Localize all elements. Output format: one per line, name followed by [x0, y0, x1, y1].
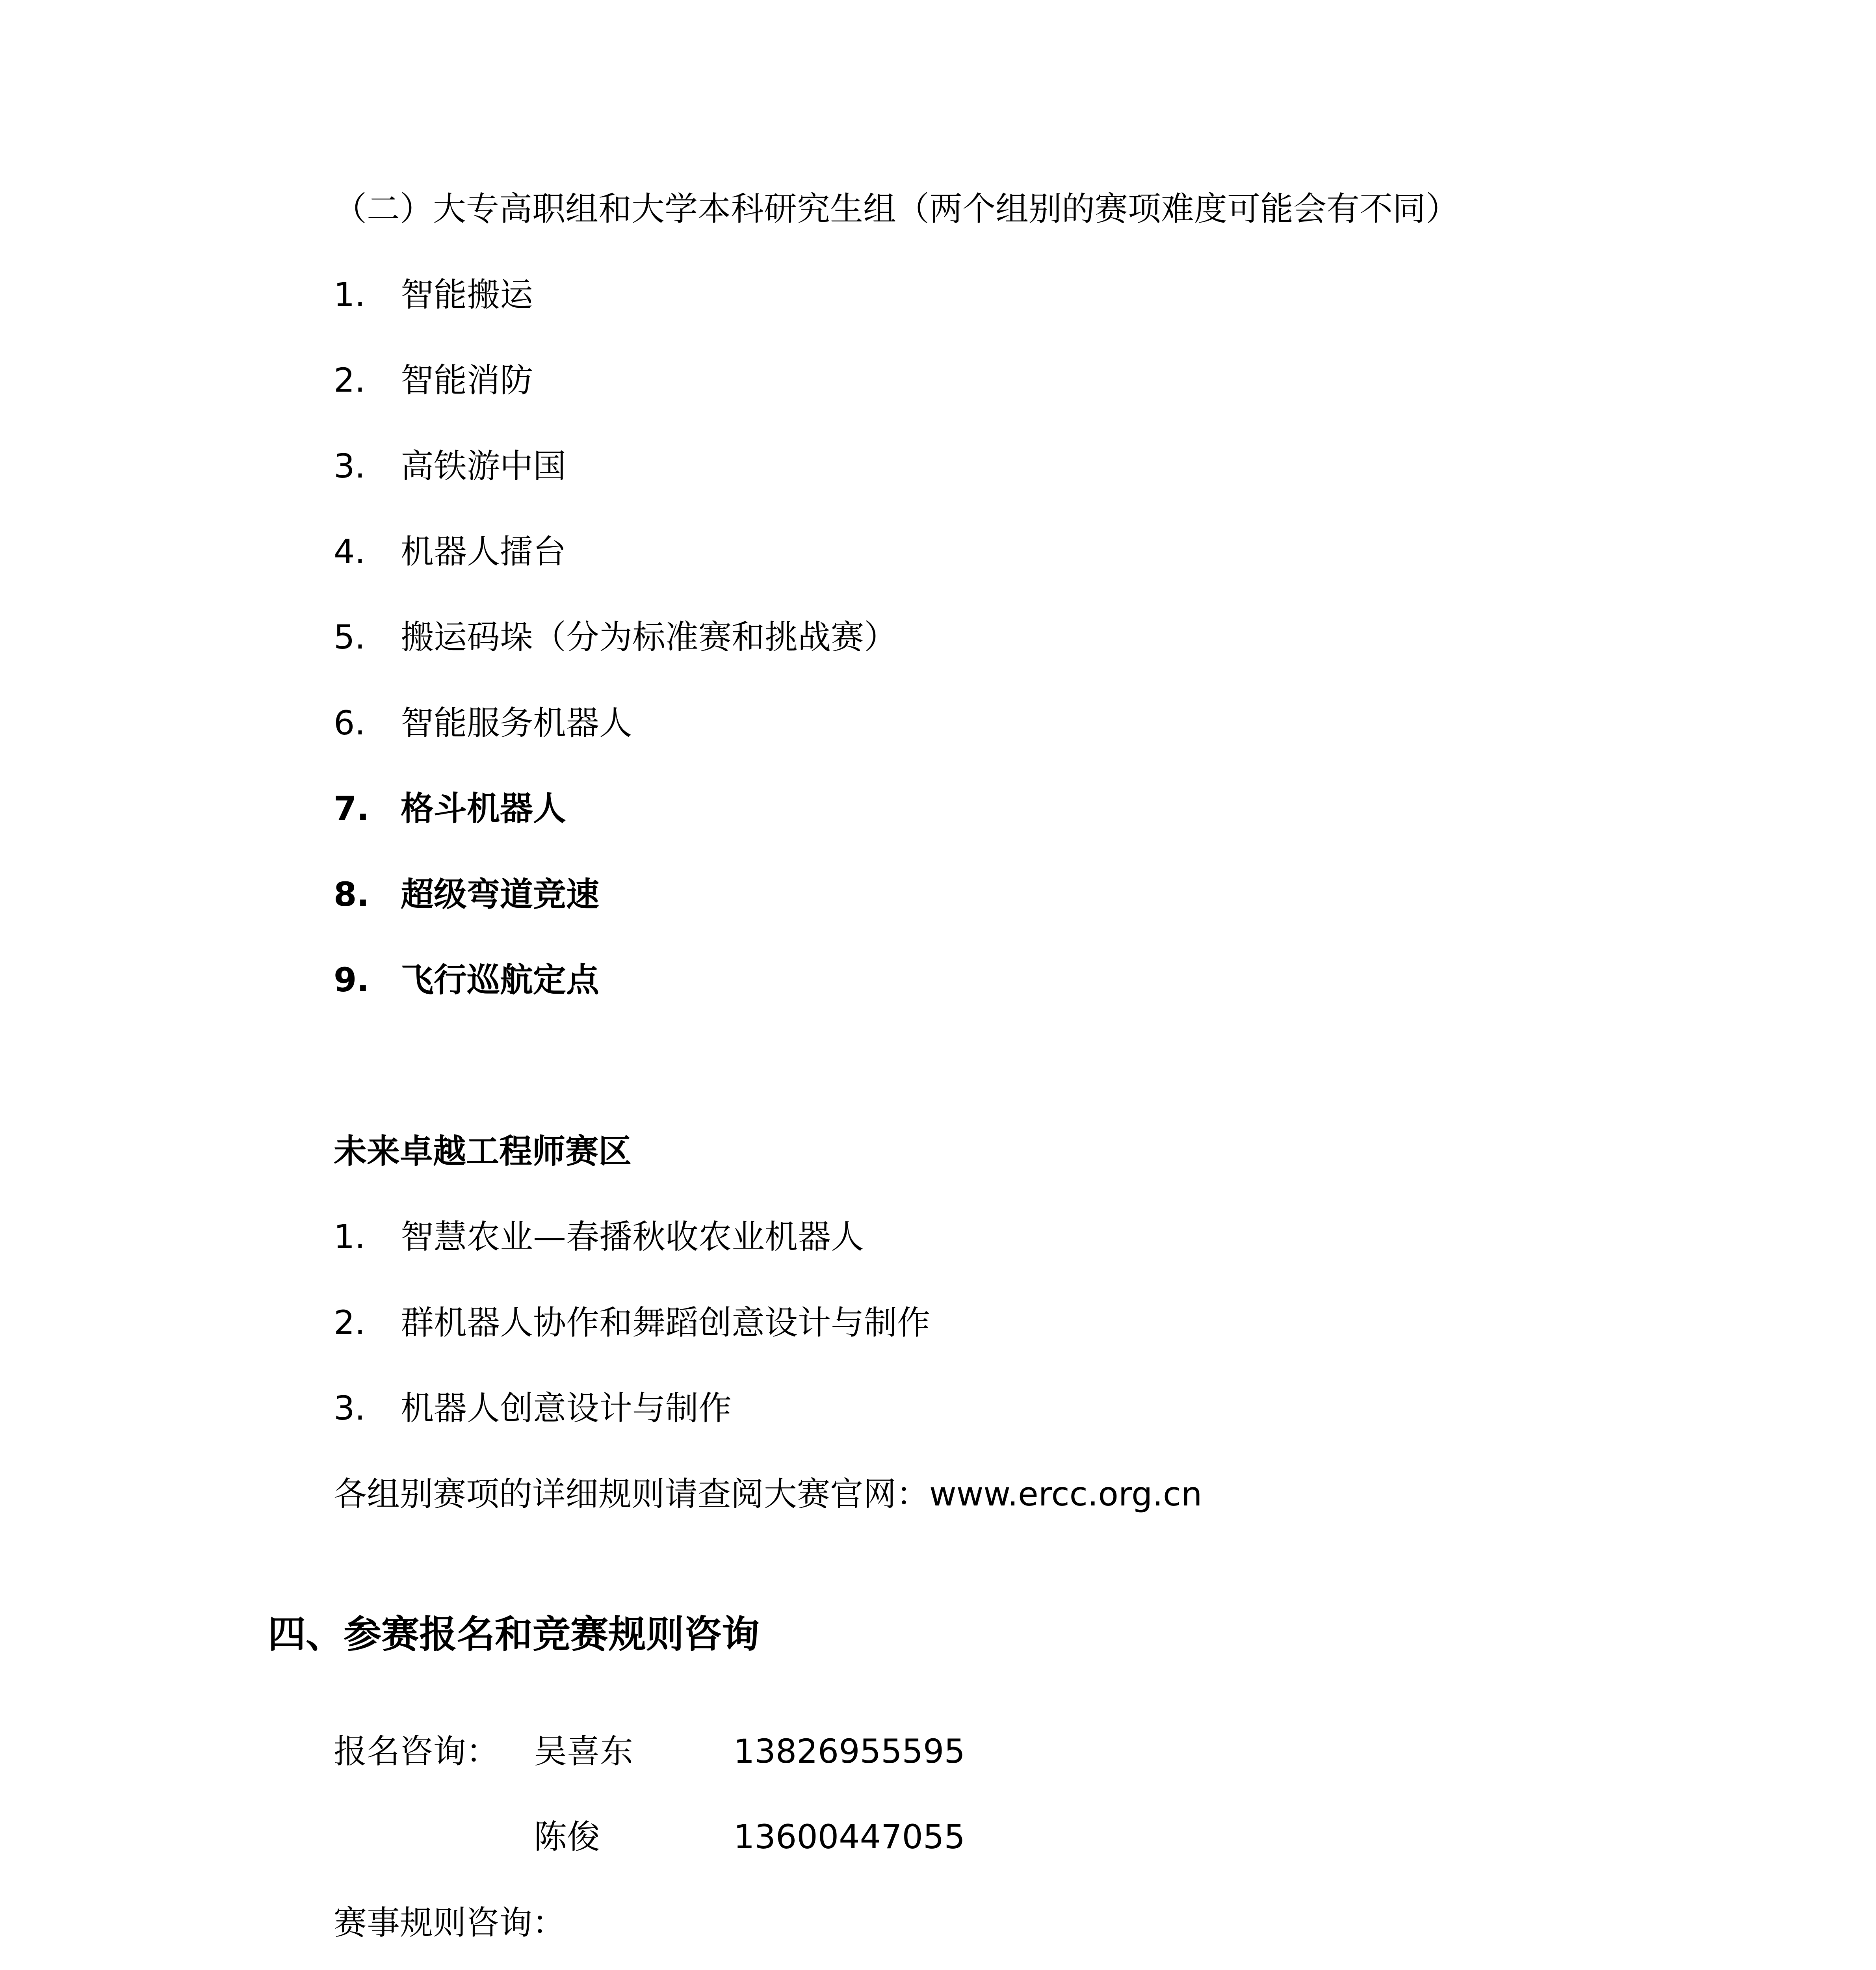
list-item-label: 智慧农业—春播秋收农业机器人: [401, 1217, 864, 1256]
list-item-label: 格斗机器人: [401, 789, 567, 828]
registration-label: 报名咨询：: [334, 1732, 500, 1771]
rules-consult-label: 赛事规则咨询：: [334, 1903, 566, 1942]
list-item-number: 5.: [334, 618, 366, 656]
list-item-label: 机器人擂台: [401, 532, 567, 571]
rules-website-note: 各组别赛项的详细规则请查阅大赛官网：www.ercc.org.cn: [334, 1475, 1202, 1513]
list-item-number: 1.: [334, 275, 366, 314]
list-item-number: 1.: [334, 1217, 366, 1256]
list-item-label: 智能搬运: [401, 275, 533, 314]
section-four-heading: 四、参赛报名和竞赛规则咨询: [268, 1612, 760, 1656]
list-item-label: 搬运码垛（分为标准赛和挑战赛）: [401, 618, 897, 656]
list-item-label: 智能消防: [401, 361, 533, 400]
list-item-number: 3.: [334, 1389, 366, 1427]
list-item-label: 高铁游中国: [401, 447, 567, 485]
list-item-label: 智能服务机器人: [401, 704, 633, 742]
list-item-label: 超级弯道竞速: [401, 875, 600, 914]
contact-phone: 13826955595: [734, 1732, 965, 1771]
list-item-number: 9.: [334, 961, 370, 999]
contact-phone: 13600447055: [734, 1818, 965, 1856]
list-item-number: 7.: [334, 789, 370, 828]
list-item-number: 2.: [334, 361, 366, 400]
list-item-number: 8.: [334, 875, 370, 914]
list-item-label: 群机器人协作和舞蹈创意设计与制作: [401, 1303, 931, 1342]
contact-name: 陈俊: [534, 1818, 600, 1856]
list-item-number: 2.: [334, 1303, 366, 1342]
list-item-number: 4.: [334, 532, 366, 571]
contact-name: 吴喜东: [534, 1732, 633, 1771]
list-item-number: 6.: [334, 704, 366, 742]
list-item-label: 飞行巡航定点: [401, 961, 600, 999]
section-two-heading: （二）大专高职组和大学本科研究生组（两个组别的赛项难度可能会有不同）: [334, 190, 1459, 228]
list-item-number: 3.: [334, 447, 366, 485]
future-engineer-heading: 未来卓越工程师赛区: [334, 1132, 632, 1171]
list-item-label: 机器人创意设计与制作: [401, 1389, 732, 1427]
